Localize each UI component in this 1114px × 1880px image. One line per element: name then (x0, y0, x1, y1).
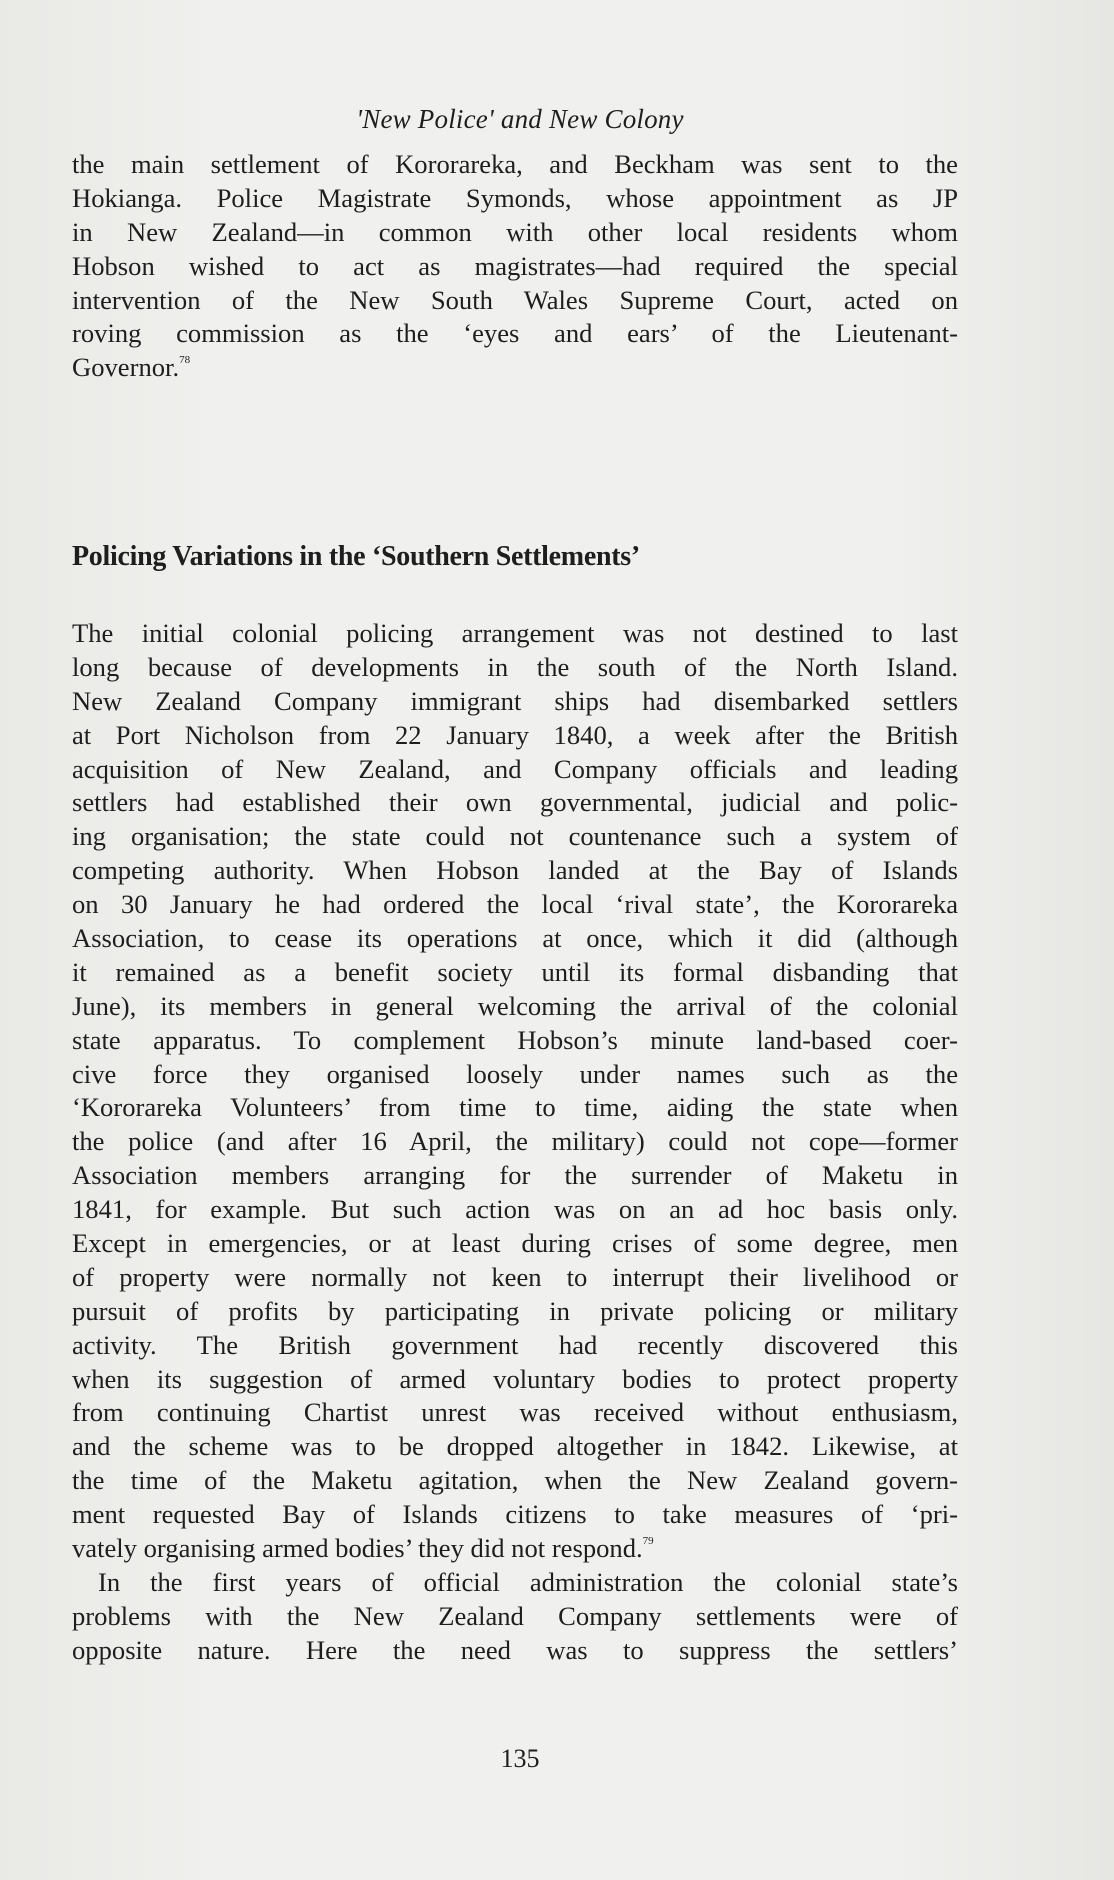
text-line: competing authority. When Hobson landed at the Bay of Islands (72, 855, 958, 886)
text-line: Association, to cease its operations at once, which it did (although (72, 923, 958, 954)
text-line-indent: In the first years of official administration the colonial state’s (98, 1566, 958, 1597)
text-line-last (72, 351, 958, 385)
text-line: Except in emergencies, or at least during crises of some degree, men (72, 1228, 958, 1259)
text-line: long because of developments in the south of the North Island. (72, 651, 958, 682)
text-line: ment requested Bay of Islands citizens to take measures of ‘pri- (72, 1499, 958, 1530)
text-line: opposite nature. Here the need was to suppress the settlers’ (72, 1634, 958, 1665)
text-line: Hobson wished to act as magistrates—had required the special (72, 250, 958, 281)
text-line-last (72, 1532, 958, 1566)
text-line: New Zealand Company immigrant ships had disembarked settlers (72, 685, 958, 716)
text-line: activity. The British government had recently discovered this (72, 1329, 958, 1360)
paragraph-1 (72, 148, 958, 385)
text-fragment: vately organising armed bodies’ they did not respond. (72, 1533, 643, 1564)
text-line: it remained as a benefit society until its formal disbanding that (72, 956, 958, 987)
page-number: 135 (500, 1744, 540, 1773)
paragraph-2 (72, 617, 958, 1668)
footnote-marker-78: 78 (179, 354, 191, 367)
text-line: and the scheme was to be dropped altogether in 1842. Likewise, at (72, 1431, 958, 1462)
text-line: in New Zealand—in common with other local residents whom (72, 216, 958, 247)
text-line: roving commission as the ‘eyes and ears’ of the Lieutenant- (72, 318, 958, 349)
text-line: on 30 January he had ordered the local ‘rival state’, the Kororareka (72, 889, 958, 920)
text-line: cive force they organised loosely under names such as the (72, 1058, 958, 1089)
text-line: from continuing Chartist unrest was received without enthusiasm, (72, 1397, 958, 1428)
text-line: Hokianga. Police Magistrate Symonds, whose appointment as JP (72, 182, 958, 213)
text-line: acquisition of New Zealand, and Company officials and leading (72, 753, 958, 784)
text-fragment: Governor. (72, 352, 180, 383)
text-line: settlers had established their own governmental, judicial and polic- (72, 787, 958, 818)
text-line: The initial colonial policing arrangement was not destined to last (72, 618, 958, 648)
running-head: 'New Police' and New Colony (356, 104, 684, 134)
footnote-marker-79: 79 (642, 1535, 654, 1548)
text-line: ‘Kororareka Volunteers’ from time to time, aiding the state when (72, 1092, 958, 1123)
text-line: the police (and after 16 April, the military) could not cope—former (72, 1126, 958, 1157)
text-line: June), its members in general welcoming the arrival of the colonial (72, 990, 958, 1021)
text-line: of property were normally not keen to interrupt their livelihood or (72, 1261, 958, 1292)
text-line: state apparatus. To complement Hobson’s minute land-based coer- (72, 1024, 958, 1055)
text-line: when its suggestion of armed voluntary bodies to protect property (72, 1363, 958, 1394)
text-line: problems with the New Zealand Company settlements were of (72, 1600, 958, 1631)
text-line: 1841, for example. But such action was on an ad hoc basis only. (72, 1194, 958, 1225)
text-line: the time of the Maketu agitation, when the New Zealand govern- (72, 1465, 958, 1496)
section-heading: Policing Variations in the ‘Southern Settlements’ (72, 541, 640, 572)
text-line: ing organisation; the state could not countenance such a system of (72, 821, 958, 852)
text-line: at Port Nicholson from 22 January 1840, a week after the British (72, 719, 958, 750)
text-line: pursuit of profits by participating in private policing or military (72, 1295, 958, 1326)
text-line: Association members arranging for the surrender of Maketu in (72, 1160, 958, 1191)
text-line: the main settlement of Kororareka, and Beckham was sent to the (72, 149, 958, 179)
text-line: intervention of the New South Wales Supreme Court, acted on (72, 284, 958, 315)
